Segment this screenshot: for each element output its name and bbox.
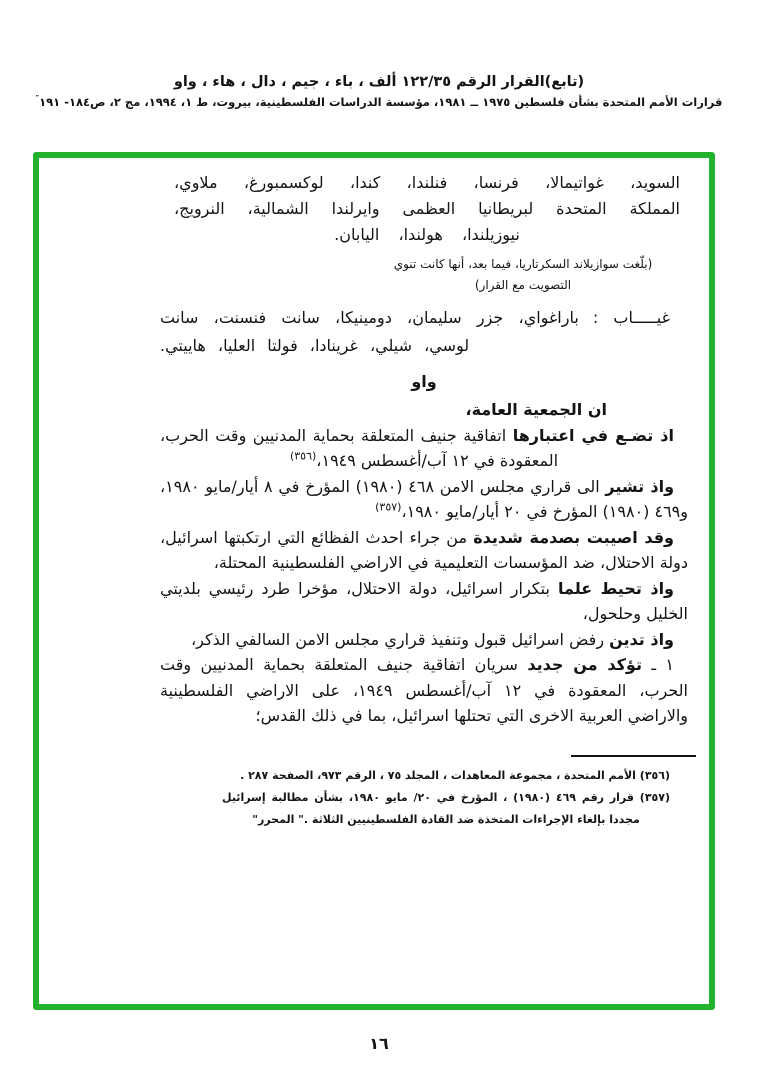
paragraph-lead: واذ تشير — [605, 476, 675, 496]
paragraph-lead: واذ تدين — [609, 629, 674, 649]
paragraph-lead: ان الجمعية العامة، — [465, 400, 607, 419]
paragraph-lead: تؤكد من جديد — [527, 655, 642, 674]
paragraph-text: اتفاقية جنيف المتعلقة بحماية المدنيين وقت الحرب، المعقودة في ١٢ آب/أغسطس ١٩٤٩، — [160, 425, 559, 470]
header-source-mark: ″ — [35, 94, 40, 104]
item-number: ١ ـ — [641, 655, 675, 674]
footnote-divider — [571, 755, 696, 757]
footnote-ref-356: (٣٥٦) — [289, 449, 317, 463]
body-paragraph-item-1 — [160, 652, 688, 729]
absent-label: غيـــــاب : — [592, 308, 671, 327]
body-paragraph — [160, 423, 688, 474]
paragraph-lead: واذ تحيط علما — [557, 578, 674, 598]
secretariat-note: (بلّغت سوازيلاند السكرتاريا، فيما بعد، أنها كانت تنوي التصويت مع القرار) — [393, 257, 653, 292]
countries-list: السويد، غواتيمالا، فرنسا، فنلندا، كندا، لوكسمبورغ، ملاوي، المملكة المتحدة لبريطانيا العظمى وايرلندا الشمالية، النرويج، نيوزيلندا، هولندا، اليابان. — [174, 173, 680, 244]
body-paragraph-assembly — [160, 397, 607, 423]
header-resolution-line: (تابع)القرار الرقم ١٢٢/٣٥ ألف ، باء ، جيم ، دال ، هاء ، واو — [173, 74, 585, 90]
paragraph-text: بتكرار اسرائيل، دولة الاحتلال، مؤخرا طرد رئيسي بلديتي الخليل وحلحول، — [160, 578, 688, 623]
body-paragraph — [160, 576, 688, 627]
paragraph-text: الى قراري مجلس الامن ٤٦٨ (١٩٨٠) المؤرخ في ٨ أيار/مايو ١٩٨٠، و٤٦٩ (١٩٨٠) المؤرخ في ٢٠ أيار/مايو ١٩٨٠، — [160, 476, 688, 521]
green-border-frame — [33, 152, 715, 1010]
body-paragraph — [160, 525, 688, 576]
body-paragraph — [160, 474, 688, 525]
paragraph-text: رفض اسرائيل قبول وتنفيذ قراري مجلس الامن السالفي الذكر، — [190, 629, 610, 649]
paragraph-text: سريان اتفاقية جنيف المتعلقة بحماية المدنيين وقت الحرب، المعقودة في ١٢ آب/أغسطس ١٩٤٩، على الاراضي الفلسطينية والاراضي العربية الاخرى التي تحتلها اسرائيل، بما في ذلك القدس؛ — [160, 655, 688, 725]
absent-entry — [160, 304, 688, 360]
footnote-356: (٣٥٦) الأمم المتحدة ، مجموعة المعاهدات ، المجلد ٧٥ ، الرقم ٩٧٣، الصفحة ٢٨٧ . — [240, 768, 670, 782]
body-paragraph — [160, 627, 688, 653]
paragraph-lead: اذ تضـع في اعتبارها — [512, 425, 675, 445]
absent-list: باراغواي، جزر سليمان، دومينيكا، سانت فنسنت، سانت لوسي، شيلي، غرينادا، فولتا العليا، هاييتي. — [160, 308, 579, 355]
paragraph-lead: وقد اصيبت بصدمة شديدة — [473, 527, 674, 547]
paragraph-text: من جراء احدث الفظائع التي ارتكبتها اسرائيل، دولة الاحتلال، ضد المؤسسات التعليمية في الاراضي الفلسطينية المحتلة، — [160, 527, 688, 572]
footnote-ref-357: (٣٥٧) — [375, 500, 402, 514]
footnote-357: (٣٥٧) قرار رقم ٤٦٩ (١٩٨٠) ، المؤرخ في ٢٠/ مايو ١٩٨٠، بشأن مطالبة إسرائيل مجددا بإلغاء الإجراءات المتخذة ضد القادة الفلسطينيين الثلاثة ." المحرر" — [222, 790, 670, 826]
page-header — [0, 74, 758, 109]
header-source-text: قرارات الأمم المتحدة بشأن فلسطين ١٩٧٥ ــ ١٩٨١، مؤسسة الدراسات الفلسطينية، بيروت، ط ١، ١٩٩٤، مج ٢، ص١٨٤- ١٩١ — [39, 95, 723, 109]
page-number: ١٦ — [369, 1034, 389, 1053]
section-heading-waw: واو — [411, 372, 437, 391]
header-source-line — [0, 95, 758, 109]
